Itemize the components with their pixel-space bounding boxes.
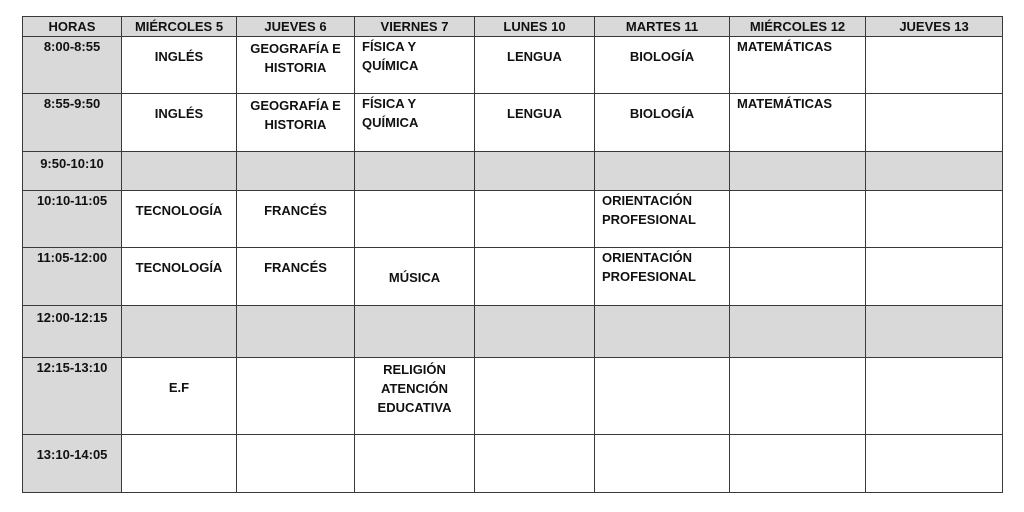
- subject-cell: [475, 191, 595, 248]
- table-row-break: [23, 306, 1003, 358]
- subject-cell: [355, 358, 475, 435]
- subject-cell: [355, 191, 475, 248]
- subject-cell: [237, 37, 355, 94]
- subject-cell: BIOLOGÍA: [595, 37, 730, 94]
- subject-cell: [595, 306, 730, 358]
- table-row: [23, 94, 1003, 152]
- subject-cell: [475, 358, 595, 435]
- subject-cell: E.F: [122, 358, 237, 435]
- subject-cell: [475, 248, 595, 306]
- subject-cell: [730, 306, 866, 358]
- subject-cell: [122, 435, 237, 493]
- hour-cell: 11:05-12:00: [23, 248, 122, 306]
- subject-cell: [866, 306, 1003, 358]
- subject-cell: INGLÉS: [122, 37, 237, 94]
- subject-cell: [355, 37, 475, 94]
- hour-cell: 9:50-10:10: [23, 152, 122, 191]
- subject-cell: MATEMÁTICAS: [730, 94, 866, 152]
- subject-cell: [730, 435, 866, 493]
- subject-text: FÍSICA Y QUÍMICA: [362, 39, 419, 73]
- subject-cell: [475, 306, 595, 358]
- hour-cell: 12:15-13:10: [23, 358, 122, 435]
- header-cell: MIÉRCOLES 5: [122, 17, 237, 37]
- subject-cell: [730, 191, 866, 248]
- subject-cell: [355, 152, 475, 191]
- subject-cell: [595, 435, 730, 493]
- subject-cell: [355, 306, 475, 358]
- subject-cell: BIOLOGÍA: [595, 94, 730, 152]
- subject-cell: [866, 191, 1003, 248]
- header-cell: MARTES 11: [595, 17, 730, 37]
- subject-text: GEOGRAFÍA E HISTORIA: [250, 98, 341, 132]
- header-cell: JUEVES 6: [237, 17, 355, 37]
- subject-cell: FRANCÉS: [237, 191, 355, 248]
- hour-cell: 10:10-11:05: [23, 191, 122, 248]
- subject-cell: LENGUA: [475, 94, 595, 152]
- subject-cell: [475, 435, 595, 493]
- subject-cell: MÚSICA: [355, 248, 475, 306]
- header-cell: HORAS: [23, 17, 122, 37]
- hour-cell: 8:55-9:50: [23, 94, 122, 152]
- header-cell: LUNES 10: [475, 17, 595, 37]
- hour-cell: 8:00-8:55: [23, 37, 122, 94]
- subject-cell: FRANCÉS: [237, 248, 355, 306]
- schedule-table: [22, 16, 1003, 493]
- subject-cell: MATEMÁTICAS: [730, 37, 866, 94]
- subject-cell: [866, 358, 1003, 435]
- header-cell: JUEVES 13: [866, 17, 1003, 37]
- subject-cell: TECNOLOGÍA: [122, 248, 237, 306]
- table-row: [23, 435, 1003, 493]
- subject-cell: INGLÉS: [122, 94, 237, 152]
- header-row: [23, 17, 1003, 37]
- subject-cell: [237, 306, 355, 358]
- subject-cell: [595, 248, 730, 306]
- table-row-break: [23, 152, 1003, 191]
- subject-cell: [355, 435, 475, 493]
- subject-cell: [866, 435, 1003, 493]
- subject-text: RELIGIÓN ATENCIÓN EDUCATIVA: [377, 362, 452, 415]
- table-row: [23, 37, 1003, 94]
- table-row: [23, 248, 1003, 306]
- subject-cell: [866, 37, 1003, 94]
- table-row: [23, 358, 1003, 435]
- table-row: [23, 191, 1003, 248]
- subject-cell: [122, 152, 237, 191]
- subject-text: FÍSICA Y QUÍMICA: [362, 96, 419, 130]
- subject-text: ORIENTACIÓN PROFESIONAL: [602, 193, 696, 227]
- subject-text: ORIENTACIÓN PROFESIONAL: [602, 250, 696, 284]
- subject-cell: [595, 152, 730, 191]
- subject-cell: [730, 248, 866, 306]
- subject-cell: [237, 435, 355, 493]
- header-cell: MIÉRCOLES 12: [730, 17, 866, 37]
- subject-cell: [237, 152, 355, 191]
- subject-cell: [730, 152, 866, 191]
- subject-cell: [122, 306, 237, 358]
- subject-cell: [730, 358, 866, 435]
- subject-cell: LENGUA: [475, 37, 595, 94]
- subject-cell: [595, 191, 730, 248]
- subject-cell: [595, 358, 730, 435]
- subject-cell: [866, 248, 1003, 306]
- subject-cell: [237, 358, 355, 435]
- subject-cell: [475, 152, 595, 191]
- hour-cell: 13:10-14:05: [23, 435, 122, 493]
- subject-text: GEOGRAFÍA E HISTORIA: [250, 41, 341, 75]
- hour-cell: 12:00-12:15: [23, 306, 122, 358]
- header-cell: VIERNES 7: [355, 17, 475, 37]
- subject-cell: [866, 94, 1003, 152]
- subject-cell: [237, 94, 355, 152]
- subject-cell: TECNOLOGÍA: [122, 191, 237, 248]
- subject-cell: [866, 152, 1003, 191]
- subject-cell: [355, 94, 475, 152]
